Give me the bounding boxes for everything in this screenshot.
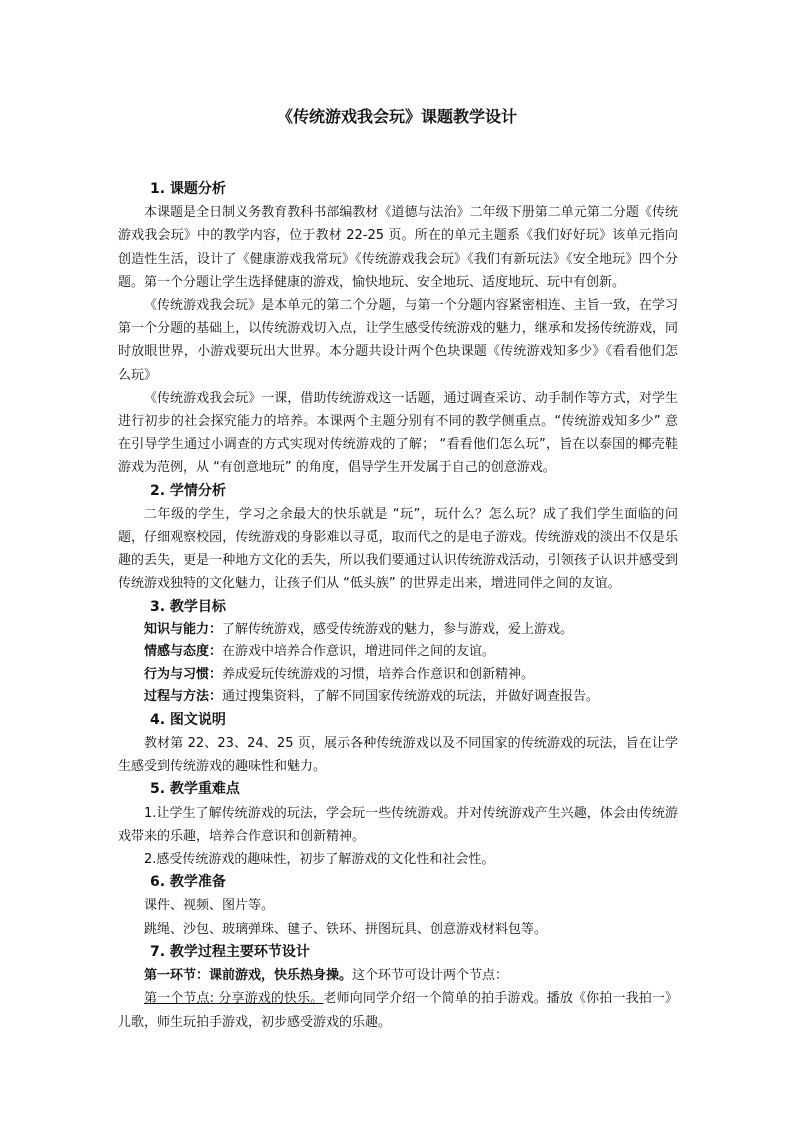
goal-text: 在游戏中培养合作意识，增进同伴之间的友谊。 <box>222 644 496 660</box>
section-heading-5: 5. 教学重难点 <box>150 781 240 798</box>
paragraph: 《传统游戏我会玩》一课，借助传统游戏这一话题，通过调查采访、动手制作等方式，对学生进行初步的社会探究能力的培养。本课两个主题分别有不同的教学侧重点。“传统游戏知多少” 意在引导学生通过小调查的方式实现对传统游戏的了解； “看看他们怎么玩”，旨在以泰国的椰壳鞋游戏为范例，从 “有创意地玩” 的角度，倡导学生开发属于自己的创意游戏。 <box>118 390 678 476</box>
goal-label: 知识与能力： <box>144 621 223 637</box>
goal-text: 通过搜集资料，了解不同国家传统游戏的玩法，并做好调查报告。 <box>222 689 600 705</box>
paragraph: 教材第 22、23、24、25 页，展示各种传统游戏以及不同国家的传统游戏的玩法，旨在让学生感受到传统游戏的趣味性和魅力。 <box>118 736 678 775</box>
document-title: 《传统游戏我会玩》课题教学设计 <box>276 107 517 126</box>
goal-item <box>118 619 678 642</box>
paragraph: 1.让学生了解传统游戏的玩法，学会玩一些传统游戏。并对传统游戏产生兴趣，体会由传统游戏带来的乐趣，培养合作意识和创新精神。 <box>118 805 678 844</box>
paragraph <box>118 987 678 1033</box>
goal-label: 行为与习惯： <box>144 666 223 682</box>
paragraph: 《传统游戏我会玩》是本单元的第二个分题，与第一个分题内容紧密相连、主旨一致，在学习第一个分题的基础上，以传统游戏切入点，让学生感受传统游戏的魅力，继承和发扬传统游戏，同时放眼世界，小游戏要玩出大世界。本分题共设计两个色块课题《传统游戏知多少》《看看他们怎么玩》 <box>118 298 678 383</box>
paragraph: 跳绳、沙包、玻璃弹珠、毽子、铁环、拼图玩具、创意游戏材料包等。 <box>144 921 548 937</box>
goal-item <box>118 664 678 687</box>
paragraph: 课件、视频、图片等。 <box>144 898 275 914</box>
section-heading-4: 4. 图文说明 <box>150 711 226 728</box>
node-label: 第一个节点: 分享游戏的快乐。 <box>144 991 324 1007</box>
paragraph: 二年级的学生，学习之余最大的快乐就是 “玩”，玩什么？怎么玩？成了我们学生面临的问题，仔细观察校园，传统游戏的身影难以寻觅，取而代之的是电子游戏。传统游戏的淡出不仅是乐趣的丢失，更是一种地方文化的丢失，所以我们要通过认识传统游戏活动，引领孩子认识并感受到传统游戏独特的文化魅力，让孩子们从 “低头族” 的世界走出来，增进同伴之间的友谊。 <box>118 506 678 592</box>
goal-item <box>118 686 678 709</box>
section-heading-1: 1. 课题分析 <box>150 181 226 197</box>
step-label: 第一环节：课前游戏，快乐热身操。 <box>144 968 353 984</box>
section-heading-6: 6. 教学准备 <box>150 874 226 891</box>
goal-text: 了解传统游戏，感受传统游戏的魅力，参与游戏，爱上游戏。 <box>222 621 574 637</box>
goal-label: 过程与方法： <box>144 689 223 705</box>
document-body <box>118 178 678 1034</box>
paragraph: 本课题是全日制义务教育教科书部编教材《道德与法治》二年级下册第二单元第二分题《传统游戏我会玩》中的教学内容，位于教材 22-25 页。所在的单元主题系《我们好好玩》该单元指向创造性生活，设计了《健康游戏我常玩》《传统游戏我会玩》《我们有新玩法》《安全地玩》四个分题。第一个分题让学生选择健康的游戏，愉快地玩、安全地玩、适度地玩、玩中有创新。 <box>118 205 678 290</box>
goal-text: 养成爱玩传统游戏的习惯，培养合作意识和创新精神。 <box>222 666 535 682</box>
paragraph <box>118 964 678 987</box>
paragraph: 2.感受传统游戏的趣味性，初步了解游戏的文化性和社会性。 <box>144 852 495 868</box>
node-text: 老师向同学介绍一个简单的拍手游戏。播放《你拍一我拍一》儿歌，师生玩拍手游戏，初步感受游戏的乐趣。 <box>118 991 678 1030</box>
section-heading-7: 7. 教学过程主要环节设计 <box>150 943 310 960</box>
goal-label: 情感与态度： <box>144 644 223 660</box>
goal-item <box>118 641 678 664</box>
section-heading-3: 3. 教学目标 <box>150 598 226 615</box>
section-heading-2: 2. 学情分析 <box>150 482 226 499</box>
step-text: 这个环节可设计两个节点： <box>352 968 509 984</box>
